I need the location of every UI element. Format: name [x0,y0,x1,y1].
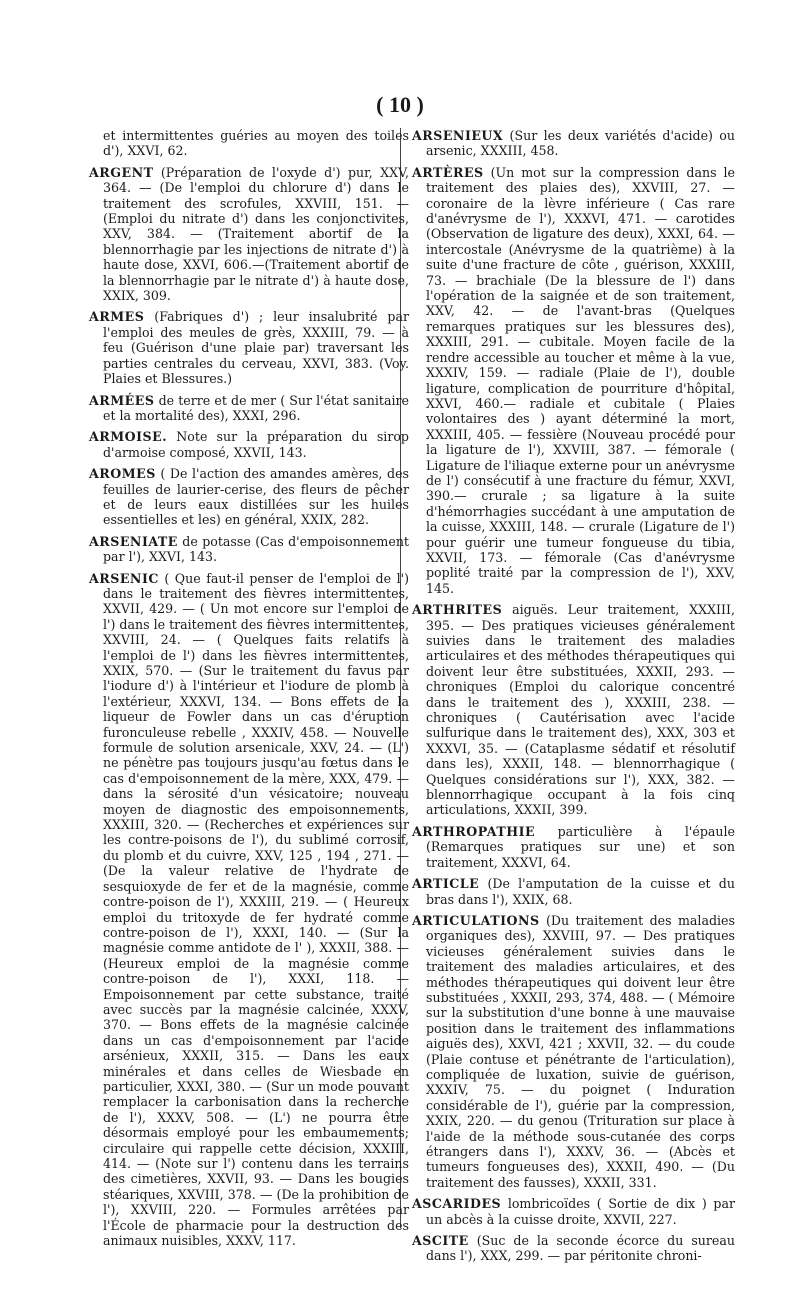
index-entry [89,393,409,424]
entry-text: (Préparation de l'oxyde d') pur, XXV, 364. — (De l'emploi du chlorure d') dans le traitement des scrofules, XXVIII, 151. — (Emploi du nitrate d') dans les conjonctivites, XXV, 384. — (Traitement abortif de la blennorrhagie par les injections de nitrate d') à haute dose, XXVI, 606.—(Traitement abortif de la blennorrhagie par le nitrate d') à haute dose, XXIX, 309. [103,164,409,304]
entry-text: lombricoïdes ( Sortie de dix ) par un abcès à la cuisse droite, XXVII, 227. [426,1196,735,1227]
entry-text: (Sur les deux variétés d'acide) ou arsenic, XXXIII, 458. [426,128,735,159]
entry-headword: ARTHRITES [412,602,503,618]
entry-text: de potasse (Cas d'empoisonnement par l'), XXVI, 143. [103,533,409,565]
index-entry [412,165,735,596]
index-entry [412,602,735,818]
entry-headword: ARGENT [89,164,154,180]
right-column [412,128,735,1270]
index-entry [89,309,409,386]
entry-text: et intermittentes guéries au moyen des toiles d'), XXVI, 62. [103,128,409,159]
entry-headword: ARTICULATIONS [412,912,540,928]
index-entry [412,824,735,870]
entry-text: (Suc de la seconde écorce du sureau dans l'), XXX, 299. — par péritonite chroni- [426,1233,735,1264]
entry-headword: ARMES [89,309,145,325]
index-entry [89,466,409,528]
index-entry [89,128,409,159]
entry-headword: ASCARIDES [412,1196,502,1212]
entry-text: ( Que faut-il penser de l'emploi de l') dans le traitement des fièvres intermittentes, XXVII, 429. — ( Un mot encore sur l'emploi de l') dans le traitement des fièvres intermittentes, XXVIII, 24. — ( Quelques faits relatifs à l'emploi de l') dans les fièvres intermittentes, XXIX, 570. — (Sur le traitement du favus par l'iodure d') à l'intérieur et l'iodure de plomb à l'extérieur, XXXVI, 134. — Bons effets de la liqueur de Fowler dans un cas d'éruption furonculeuse rebelle , XXXIV, 458. — Nouvelle formule de solution arsenicale, XXV, 24. — (L') ne pénètre pas toujours jusqu'au fœtus dans le cas d'empoisonnement de la mère, XXX, 479. — dans la sérosité d'un vésicatoire; nouveau moyen de diagnostic des empoisonnements, XXXIII, 320. — (Recherches et expériences sur les contre-poisons de l'), du sublimé corrosif, du plomb et du cuivre, XXV, 125 , 194 , 271. — (De la valeur relative de l'hydrate de sesquioxyde de fer et de la magnésie, comme contre-poison de l'), XXXIII, 219. — ( Heureux emploi du tritoxyde de fer hydraté comme contre-poison de l'), XXXI, 140. — (Sur la magnésie comme antidote de l' ), XXXII, 388. — (Heureux emploi de la magnésie comme contre-poison de l'), XXXI, 118. — Empoisonnement par cette substance, traité avec succès par la magnésie calcinée, XXXV, 370. — Bons effets de la magnésie calcinée dans un cas d'empoisonnement par l'acide arsénieux, XXXII, 315. — Dans les eaux minérales et dans celles de Wiesbade en particulier, XXXI, 380. — (Sur un mode pouvant remplacer la carbonisation dans la recherche de l'), XXXV, 508. — (L') ne pourra être désormais employé pour les embaumements; circulaire qui rappelle cette décision, XXXIII, 414. — (Note sur l') contenu dans les terrains des cimetières, XXVII, 93. — Dans les bougies stéariques, XXVIII, 378. — (De la prohibition de l'), XXVIII, 220. — Formules arrêtées par l'École de pharmacie pour la destruction des animaux nuisibles, XXXV, 117. [103,570,409,1249]
entry-headword: ARSENIEUX [412,128,504,143]
index-entry [412,128,735,159]
left-column [89,128,409,1254]
entry-text: de terre et de mer ( Sur l'état sanitaire et la mortalité des), XXXI, 296. [103,392,409,423]
entry-headword: ARSENIATE [89,533,178,549]
index-entry [89,571,409,1249]
entry-headword: ASCITE [412,1233,469,1249]
entry-text: Note sur la préparation du sirop d'armoise composé, XXVII, 143. [103,429,409,460]
index-entry [89,429,409,460]
index-entry [412,1233,735,1264]
entry-headword: ARSENIC [89,570,159,586]
page-number: ( 10 ) [376,92,424,117]
entry-text: particulière à l'épaule (Remarques pratiques sur une) et son traitement, XXXVI, 64. [426,823,735,870]
index-entry [412,1196,735,1227]
entry-headword: ARTHROPATHIE [412,823,536,839]
index-entry [412,913,735,1190]
entry-text: (De l'amputation de la cuisse et du bras dans l'), XXIX, 68. [426,876,735,907]
entry-text: ( De l'action des amandes amères, des feuilles de laurier-cerise, des fleurs de pêcher et de leurs eaux distillées sur les huiles essentielles et les) en général, XXIX, 282. [103,466,409,528]
entry-headword: ARMOISE. [89,429,168,445]
entry-headword: ARTÈRES [412,164,484,180]
entry-text: (Du traitement des maladies organiques des), XXVIII, 97. — Des pratiques vicieuses généralement suivies dans le traitement des maladies articulaires, et des méthodes thérapeutiques qui doivent leur être substituées , XXXII, 293, 374, 488. — ( Mémoire sur la substitution d'une bonne à une mauvaise position dans le traitement des inflammations aiguës des), XXVI, 421 ; XXVII, 32. — du coude (Plaie contuse et pénétrante de l'articulation), compliquée de luxation, suivie de guérison, XXXIV, 75. — du poignet ( Induration considérable de l'), guérie par la compression, XXIX, 220. — du genou (Trituration sur place à l'aide de la méthode sous-cutanée des corps étrangers dans l'), XXXV, 36. — (Abcès et tumeurs fongueuses des), XXXII, 490. — (Du traitement des fausses), XXXII, 331. [426,912,735,1190]
entry-text: aiguës. Leur traitement, XXXIII, 395. — Des pratiques vicieuses généralement suivies dans le traitement des maladies articulaires et des méthodes thérapeutiques qui doivent leur être substituées, XXXII, 293. — chroniques (Emploi du calorique concentré dans le traitement des ), XXXIII, 238. — chroniques ( Cautérisation avec l'acide sulfurique dans le traitement des), XXX, 303 et XXXVI, 35. — (Cataplasme sédatif et résolutif dans les), XXXII, 148. — blennorrhagique ( Quelques considérations sur l'), XXX, 382. — blennorrhagique occupant à la fois cinq articulations, XXXII, 399. [426,602,735,818]
entry-text: (Un mot sur la compression dans le traitement des plaies des), XXVIII, 27. — coronaire de la lèvre inférieure ( Cas rare d'anévrysme de l'), XXXVI, 471. — carotides (Observation de ligature des deux), XXXI, 64. — intercostale (Anévrysme de la quatrième) à la suite d'une fracture de côte , guérison, XXXIII, 73. — brachiale (De la blessure de l') dans l'opération de la saignée et de son traitement, XXV, 42. — de l'avant-bras (Quelques remarques pratiques sur les blessures des), XXXIII, 291. — cubitale. Moyen facile de la rendre accessible au toucher et même à la vue, XXXIV, 159. — radiale (Plaie de l'), double ligature, complication de pourriture d'hôpital, XXVI, 460.— radiale et cubitale ( Plaies volontaires des ) ayant déterminé la mort, XXXIII, 405. — fessière (Nouveau procédé pour la ligature de l'), XXVIII, 387. — fémorale ( Ligature de l'iliaque externe pour un anévrysme de l') consécutif à une fracture du fémur, XXVI, 390.— crurale ; sa ligature à la suite d'hémorrhagies succédant à une amputation de la cuisse, XXXIII, 148. — crurale (Ligature de l') pour guérir une tumeur fongueuse du tibia, XXVII, 173. — fémorale (Cas d'anévrysme poplité traité par la compression de l'), XXV, 145. [426,164,735,596]
entry-headword: ARTICLE [412,876,480,892]
entry-headword: ARMÉES [89,392,155,408]
index-entry [412,876,735,907]
index-entry [89,534,409,565]
entry-headword: AROMES [89,466,156,482]
entry-text: (Fabriques d') ; leur insalubrité par l'emploi des meules de grès, XXXIII, 79. — à feu (Guérison d'une plaie par) traversant les parties centrales du cerveau, XXVI, 383. (Voy. Plaies et Blessures.) [103,309,409,387]
index-entry [89,165,409,304]
